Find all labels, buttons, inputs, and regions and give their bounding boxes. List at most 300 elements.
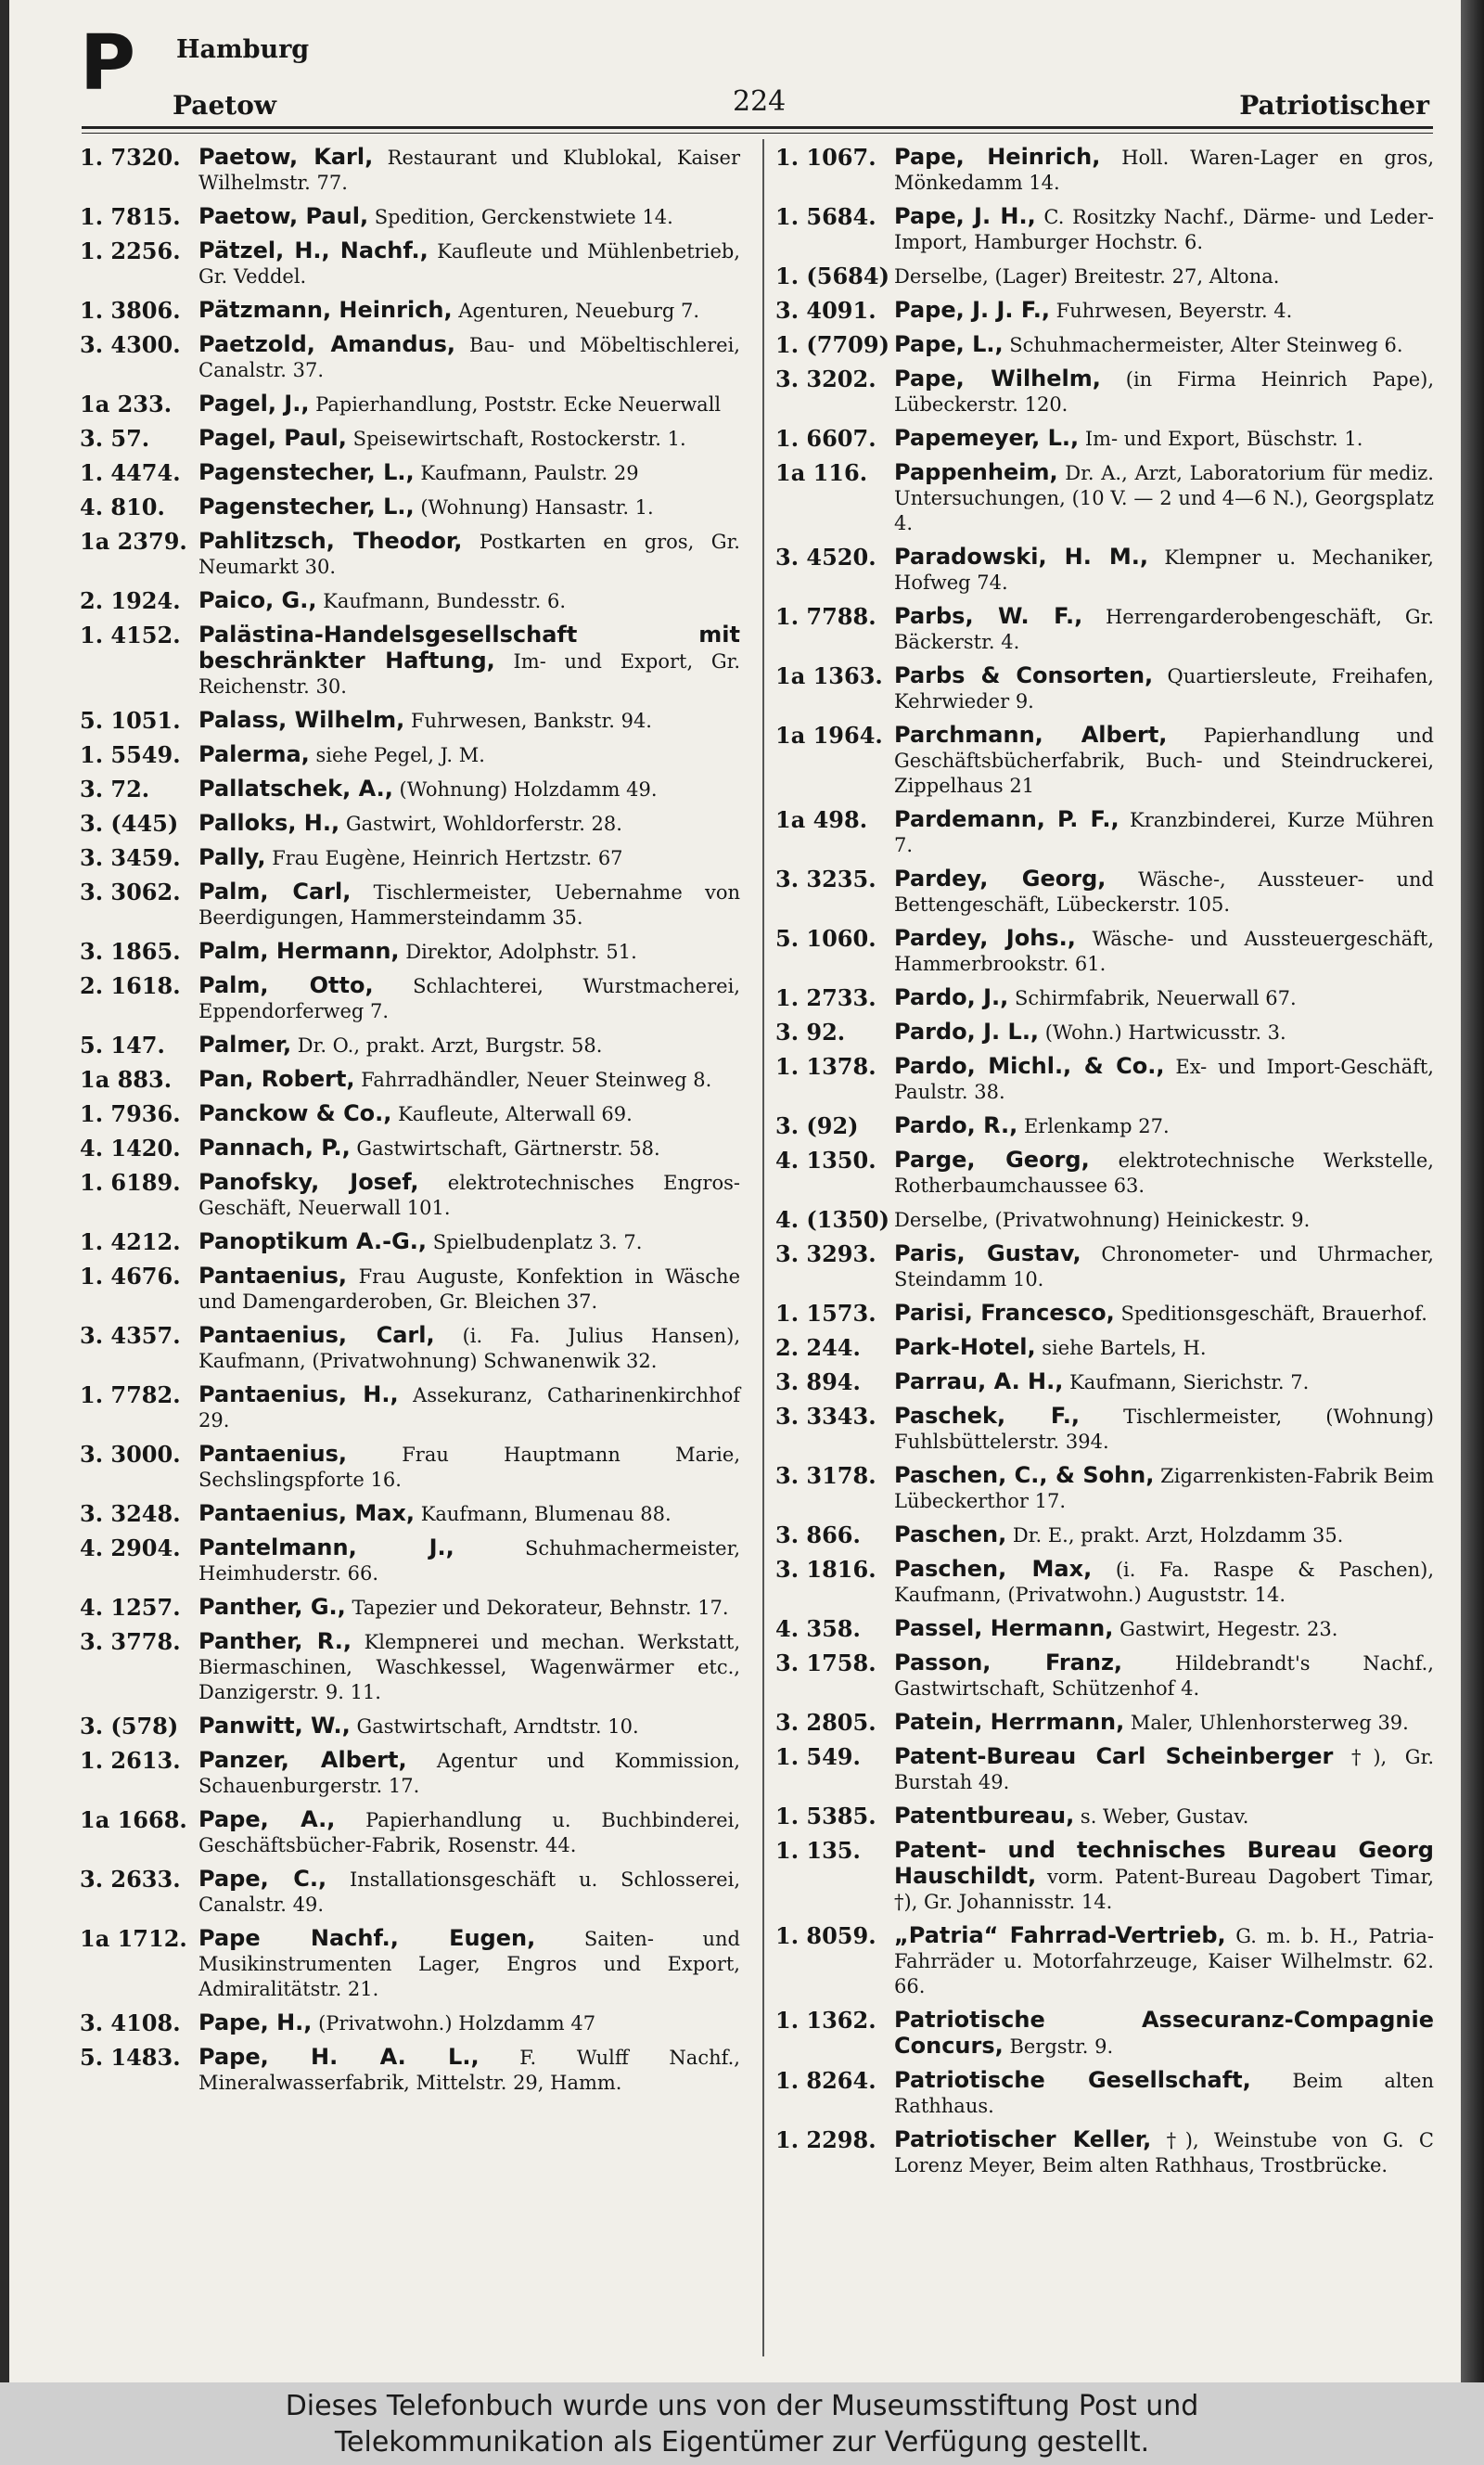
subscriber-name: Pardey, Georg, <box>894 866 1107 892</box>
entry-details: (i. Fa. Julius Hansen), Kaufmann, (Privatwohnung) Schwanenwik 32. <box>198 1325 740 1372</box>
subscriber-name: Paschen, C., & Sohn, <box>894 1462 1155 1488</box>
first-entry-word: Paetow <box>173 90 276 121</box>
phone-number: 3. 2805. <box>775 1709 876 1736</box>
entry-details: Derselbe, (Privatwohnung) Heinickestr. 9. <box>894 1209 1311 1231</box>
phone-number: 5. 1483. <box>80 2044 181 2071</box>
subscriber-name: Parchmann, Albert, <box>894 722 1168 748</box>
directory-entry <box>80 1323 740 1374</box>
directory-entry <box>80 1595 740 1621</box>
header-rule-thick <box>82 126 1433 129</box>
phone-number: 3. 3343. <box>775 1403 876 1430</box>
phone-number: 3. (92) <box>775 1112 859 1139</box>
subscriber-name: Paradowski, H. M., <box>894 544 1148 570</box>
subscriber-name: Pantaenius, <box>198 1441 347 1467</box>
subscriber-name: Palm, Hermann, <box>198 938 400 964</box>
directory-entry <box>80 1629 740 1705</box>
directory-entry <box>775 867 1434 918</box>
entry-details: Kaufmann, Blumenau 88. <box>420 1503 672 1525</box>
subscriber-name: Palass, Wilhelm, <box>198 707 405 733</box>
directory-entry <box>775 366 1434 417</box>
subscriber-name: Panther, R., <box>198 1628 352 1654</box>
phone-number: 1. 5385. <box>775 1803 876 1829</box>
subscriber-name: Parisi, Francesco, <box>894 1300 1115 1326</box>
phone-number: 1. 7788. <box>775 603 876 630</box>
subscriber-name: Parrau, A. H., <box>894 1368 1064 1394</box>
phone-number: 5. 147. <box>80 1032 165 1059</box>
phone-number: 1. 6607. <box>775 425 876 452</box>
phone-number: 3. (445) <box>80 810 179 837</box>
phone-number: 1a 2379. <box>80 528 187 555</box>
subscriber-name: Pagenstecher, L., <box>198 494 415 520</box>
entry-details: Hildebrandt's Nachf., Gastwirtschaft, Schützenhof 4. <box>894 1652 1434 1700</box>
page-number: 224 <box>733 85 787 118</box>
subscriber-name: Pantaenius, <box>198 1263 347 1289</box>
directory-entry <box>80 973 740 1024</box>
entry-details: Postkarten en gros, Gr. Neumarkt 30. <box>198 531 740 578</box>
directory-entry <box>775 545 1434 596</box>
column-divider <box>762 139 764 2356</box>
directory-entry <box>775 1923 1434 1999</box>
subscriber-name: Paico, G., <box>198 587 317 613</box>
directory-entry <box>80 1926 740 2002</box>
phone-number: 1. (7709) <box>775 331 889 358</box>
phone-number: 3. 3000. <box>80 1441 181 1468</box>
entry-details: Wäsche-, Aussteuer- und Bettengeschäft, Lübeckerstr. 105. <box>894 868 1434 916</box>
directory-entry <box>775 1804 1434 1829</box>
directory-entry <box>775 926 1434 977</box>
directory-entry <box>80 145 740 196</box>
directory-entry <box>775 1113 1434 1139</box>
directory-entry <box>80 1067 740 1093</box>
directory-entry <box>775 1020 1434 1046</box>
directory-entry <box>775 663 1434 714</box>
phone-number: 3. 3248. <box>80 1500 181 1527</box>
phone-number: 1. 1378. <box>775 1053 876 1080</box>
phone-number: 1. 2298. <box>775 2126 876 2153</box>
phone-number: 1a 1668. <box>80 1806 187 1833</box>
subscriber-name: Pantaenius, H., <box>198 1381 399 1407</box>
subscriber-name: „Patria“ Fahrrad-Vertrieb, <box>894 1922 1226 1948</box>
entry-details: F. Wulff Nachf., Mineralwasserfabrik, Mittelstr. 29, Hamm. <box>198 2047 740 2094</box>
subscriber-name: Parge, Georg, <box>894 1147 1090 1173</box>
phone-number: 3. 3178. <box>775 1462 876 1489</box>
entry-details: Fahrradhändler, Neuer Steinweg 8. <box>361 1069 712 1091</box>
subscriber-name: Pape, C., <box>198 1866 327 1892</box>
phone-number: 3. 4357. <box>80 1322 181 1349</box>
directory-entry <box>775 1744 1434 1795</box>
entry-details: G. m. b. H., Patria-Fahrräder u. Motorfahrzeuge, Kaiser Wilhelmstr. 62. 66. <box>894 1925 1434 1997</box>
phone-number: 3. 3062. <box>80 879 181 905</box>
entry-details: s. Weber, Gustav. <box>1080 1805 1249 1828</box>
subscriber-name: Parbs & Consorten, <box>894 662 1154 688</box>
directory-entry <box>80 1501 740 1527</box>
phone-number: 1. 135. <box>775 1837 861 1864</box>
subscriber-name: Pally, <box>198 844 266 870</box>
subscriber-name: Pätzel, H., Nachf., <box>198 238 429 263</box>
phone-number: 3. 3202. <box>775 366 876 392</box>
entry-details: Kaufleute, Alterwall 69. <box>398 1103 633 1125</box>
directory-entry <box>80 392 740 417</box>
entry-details: Klempnerei und mechan. Werkstatt, Biermaschinen, Waschkessel, Wagenwärmer etc., Danzigerstr. 9. 11. <box>198 1631 741 1703</box>
last-entry-word: Patriotischer <box>1239 90 1429 121</box>
subscriber-name: Pannach, P., <box>198 1135 351 1161</box>
entry-details: Dr. E., prakt. Arzt, Holzdamm 35. <box>1012 1524 1344 1547</box>
phone-number: 4. 2904. <box>80 1534 181 1561</box>
entry-details: Papierhandlung u. Buchbinderei, Geschäftsbücher-Fabrik, Rosenstr. 44. <box>198 1809 740 1856</box>
entry-details: vorm. Patent-Bureau Dagobert Timar, †), Gr. Johannisstr. 14. <box>894 1866 1434 1913</box>
entry-details: †), Gr. Burstah 49. <box>894 1746 1434 1793</box>
subscriber-name: Panoptikum A.-G., <box>198 1228 428 1254</box>
directory-entry <box>775 1054 1434 1105</box>
subscriber-name: Pan, Robert, <box>198 1066 355 1092</box>
entry-details: Gastwirtschaft, Gärtnerstr. 58. <box>356 1137 660 1160</box>
subscriber-name: Paschen, <box>894 1521 1007 1547</box>
subscriber-name: Palm, Otto, <box>198 972 374 998</box>
directory-entry <box>80 708 740 734</box>
phone-number: 3. 3778. <box>80 1628 181 1655</box>
directory-entry <box>775 723 1434 799</box>
directory-entry <box>80 1033 740 1059</box>
phone-number: 3. 3459. <box>80 844 181 871</box>
subscriber-name: Paschek, F., <box>894 1403 1080 1429</box>
phone-number: 4. 1257. <box>80 1594 181 1621</box>
entry-details: Frau Auguste, Konfektion in Wäsche und Damengarderoben, Gr. Bleichen 37. <box>198 1265 740 1313</box>
phone-number: 3. 2633. <box>80 1866 181 1893</box>
entry-details: Gastwirt, Hegestr. 23. <box>1119 1618 1338 1640</box>
directory-entry <box>775 1650 1434 1701</box>
phone-number: 4. 1350. <box>775 1147 876 1174</box>
subscriber-name: Pappenheim, <box>894 459 1058 485</box>
subscriber-name: Patein, Herrmann, <box>894 1709 1125 1735</box>
directory-entry <box>775 1207 1434 1233</box>
directory-entry <box>775 1710 1434 1736</box>
entry-details: Dr. A., Arzt, Laboratorium für mediz. Untersuchungen, (10 V. — 2 und 4—6 N.), Georgsplatz 4. <box>894 462 1434 534</box>
directory-entry <box>80 204 740 230</box>
header-rule-thin <box>82 133 1433 134</box>
entry-details: Assekuranz, Catharinenkirchhof 29. <box>198 1384 740 1431</box>
subscriber-name: Palm, Carl, <box>198 879 352 905</box>
directory-entry <box>775 332 1434 358</box>
entry-details: Maler, Uhlenhorsterweg 39. <box>1130 1712 1409 1734</box>
subscriber-name: Panther, G., <box>198 1594 346 1620</box>
directory-entry <box>775 263 1434 289</box>
footer-notice <box>0 2382 1484 2465</box>
directory-entry <box>775 460 1434 536</box>
entry-details: Quartiersleute, Freihafen, Kehrwieder 9. <box>894 665 1434 713</box>
entry-details: (Privatwohn.) Holzdamm 47 <box>318 2012 596 2035</box>
phone-number: 3. 894. <box>775 1368 861 1395</box>
subscriber-name: Paris, Gustav, <box>894 1240 1081 1266</box>
directory-entry <box>775 1335 1434 1361</box>
directory-entry <box>80 2010 740 2036</box>
entry-details: Restaurant und Klublokal, Kaiser Wilhelmstr. 77. <box>198 147 740 194</box>
subscriber-name: Pape, J. J. F., <box>894 297 1050 323</box>
subscriber-name: Panzer, Albert, <box>198 1747 407 1773</box>
subscriber-name: Pardo, J. L., <box>894 1019 1040 1045</box>
phone-number: 3. 866. <box>775 1521 861 1548</box>
entry-details: Kaufleute und Mühlenbetrieb, Gr. Veddel. <box>198 240 740 288</box>
directory-entry <box>80 332 740 383</box>
subscriber-name: Paschen, Max, <box>894 1556 1093 1582</box>
subscriber-name: Palloks, H., <box>198 810 340 836</box>
directory-entry <box>775 1838 1434 1915</box>
subscriber-name: Pape, H., <box>198 2009 313 2035</box>
subscriber-name: Pardo, R., <box>894 1112 1018 1138</box>
entry-details: Speditionsgeschäft, Brauerhof. <box>1120 1303 1427 1325</box>
entry-details: Derselbe, (Lager) Breitestr. 27, Altona. <box>894 265 1280 288</box>
entry-details: Direktor, Adolphstr. 51. <box>405 941 637 963</box>
footer-line-1: Dieses Telefonbuch wurde uns von der Museumsstiftung Post und <box>285 2390 1199 2422</box>
entry-details: (i. Fa. Raspe & Paschen), Kaufmann, (Privatwohn.) Auguststr. 14. <box>894 1559 1434 1606</box>
entry-details: Schuhmachermeister, Alter Steinweg 6. <box>1009 334 1403 356</box>
entry-details: Bergstr. 9. <box>1009 2035 1114 2058</box>
phone-number: 1. 2256. <box>80 238 181 264</box>
directory-entry <box>80 1807 740 1858</box>
phone-number: 1. 8059. <box>775 1922 876 1949</box>
subscriber-name: Pallatschek, A., <box>198 776 393 802</box>
phone-number: 1. (5684) <box>775 263 889 289</box>
directory-entry <box>80 1136 740 1162</box>
phone-number: 3. 4300. <box>80 331 181 358</box>
subscriber-name: Pantaenius, Carl, <box>198 1322 435 1348</box>
entry-details: Agentur und Kommission, Schauenburgerstr. 17. <box>198 1750 740 1797</box>
directory-entry <box>775 1148 1434 1199</box>
right-column <box>775 145 1434 2187</box>
directory-entry <box>80 494 740 520</box>
entry-details: (Wohn.) Hartwicusstr. 3. <box>1044 1021 1286 1044</box>
phone-number: 3. 1816. <box>775 1556 876 1583</box>
phone-number: 3. 1865. <box>80 938 181 965</box>
phone-number: 1. 4212. <box>80 1228 181 1255</box>
entry-details: †), Weinstube von G. C Lorenz Meyer, Beim alten Rathhaus, Trostbrücke. <box>894 2129 1434 2176</box>
subscriber-name: Papemeyer, L., <box>894 425 1080 451</box>
entry-details: Ex- und Import-Geschäft, Paulstr. 38. <box>894 1056 1434 1103</box>
phone-number: 1. 1573. <box>775 1300 876 1327</box>
directory-entry <box>775 985 1434 1011</box>
page-header <box>9 0 1461 139</box>
section-letter: P <box>80 19 136 108</box>
entry-details: Gastwirtschaft, Arndtstr. 10. <box>356 1715 639 1738</box>
phone-number: 1. 549. <box>775 1743 861 1770</box>
phone-number: 1a 233. <box>80 391 173 417</box>
phone-number: 1a 1964. <box>775 722 883 749</box>
entry-details: elektrotechnische Werkstelle, Rotherbaumchaussee 63. <box>894 1149 1434 1197</box>
directory-entry <box>80 460 740 486</box>
subscriber-name: Patriotische Assecuranz-Compagnie Concurs, <box>894 2007 1434 2059</box>
entry-details: (Wohnung) Hansastr. 1. <box>420 496 654 519</box>
entry-details: Kaufmann, Bundesstr. 6. <box>323 590 566 612</box>
phone-number: 4. (1350) <box>775 1206 889 1233</box>
subscriber-name: Pagel, Paul, <box>198 425 347 451</box>
directory-entry <box>80 238 740 289</box>
directory-entry <box>80 588 740 614</box>
directory-page <box>9 0 1461 2382</box>
subscriber-name: Pardo, Michl., & Co., <box>894 1053 1165 1079</box>
directory-entry <box>80 1229 740 1255</box>
directory-entry <box>80 1748 740 1799</box>
directory-entry <box>775 145 1434 196</box>
directory-entry <box>80 879 740 931</box>
subscriber-name: Passel, Hermann, <box>894 1615 1114 1641</box>
entry-details: Schlachterei, Wurstmacherei, Eppendorferweg 7. <box>198 975 740 1022</box>
phone-number: 1. 2733. <box>775 984 876 1011</box>
directory-entry <box>775 2068 1434 2119</box>
entry-details: Erlenkamp 27. <box>1023 1115 1170 1137</box>
entry-details: (in Firma Heinrich Pape), Lübeckerstr. 120. <box>894 368 1434 416</box>
phone-number: 1. 2613. <box>80 1747 181 1774</box>
directory-entry <box>775 2127 1434 2178</box>
entry-details: siehe Pegel, J. M. <box>315 744 485 766</box>
subscriber-name: Park-Hotel, <box>894 1334 1036 1360</box>
entry-details: elektrotechnisches Engros-Geschäft, Neuerwall 101. <box>198 1172 740 1219</box>
phone-number: 1a 498. <box>775 806 868 833</box>
subscriber-name: Pape, J. H., <box>894 203 1036 229</box>
phone-number: 1. 6189. <box>80 1169 181 1196</box>
entry-details: Papierhandlung und Geschäftsbücherfabrik, Buch- und Steindruckerei, Zippelhaus 21 <box>894 725 1434 797</box>
phone-number: 1. 1362. <box>775 2007 876 2034</box>
directory-entry <box>775 1404 1434 1455</box>
subscriber-name: Pätzmann, Heinrich, <box>198 297 453 323</box>
directory-entry <box>80 1101 740 1127</box>
page-edge-shadow <box>1461 0 1484 2382</box>
entry-details: Kranzbinderei, Kurze Mühren 7. <box>894 809 1434 856</box>
phone-number: 3. 1758. <box>775 1650 876 1676</box>
subscriber-name: Panckow & Co., <box>198 1100 392 1126</box>
entry-details: Spedition, Gerckenstwiete 14. <box>374 206 673 228</box>
phone-number: 3. 57. <box>80 425 150 452</box>
phone-number: 1. 7320. <box>80 144 181 171</box>
subscriber-name: Pardemann, P. F., <box>894 806 1119 832</box>
subscriber-name: Paetow, Karl, <box>198 144 374 170</box>
entry-details: Tischlermeister, Uebernahme von Beerdigungen, Hammersteindamm 35. <box>198 881 740 929</box>
phone-number: 1. 7782. <box>80 1381 181 1408</box>
entry-details: Installationsgeschäft u. Schlosserei, Canalstr. 49. <box>198 1868 740 1916</box>
entry-details: Fuhrwesen, Bankstr. 94. <box>410 710 652 732</box>
phone-number: 3. 92. <box>775 1019 846 1046</box>
phone-number: 1. 5549. <box>80 741 181 768</box>
entry-details: Wäsche- und Aussteuergeschäft, Hammerbrookstr. 61. <box>894 928 1434 975</box>
directory-entry <box>775 1522 1434 1548</box>
entry-details: Kaufmann, Paulstr. 29 <box>420 462 639 484</box>
phone-number: 1. 4676. <box>80 1263 181 1290</box>
phone-number: 1. 4152. <box>80 622 181 648</box>
directory-entry <box>80 623 740 700</box>
phone-number: 1a 1712. <box>80 1925 187 1952</box>
directory-entry <box>775 426 1434 452</box>
subscriber-name: Pagenstecher, L., <box>198 459 415 485</box>
entry-details: Klempner u. Mechaniker, Hofweg 74. <box>894 546 1434 594</box>
directory-entry <box>80 845 740 871</box>
directory-entry <box>775 604 1434 655</box>
phone-number: 3. 3293. <box>775 1240 876 1267</box>
entry-details: Herrengarderobengeschäft, Gr. Bäckerstr. 4. <box>894 606 1434 653</box>
directory-entry <box>775 1301 1434 1327</box>
phone-number: 3. 4520. <box>775 544 876 571</box>
phone-number: 1. 7815. <box>80 203 181 230</box>
subscriber-name: Passon, Franz, <box>894 1650 1123 1675</box>
entry-details: Schuhmachermeister, Heimhuderstr. 66. <box>198 1537 740 1585</box>
phone-number: 3. 4091. <box>775 297 876 324</box>
phone-number: 2. 1618. <box>80 972 181 999</box>
phone-number: 2. 244. <box>775 1334 861 1361</box>
entry-details: Beim alten Rathhaus. <box>894 2070 1434 2117</box>
entry-details: Tapezier und Dekorateur, Behnstr. 17. <box>352 1597 729 1619</box>
subscriber-name: Pardo, J., <box>894 984 1009 1010</box>
left-column <box>80 145 740 2104</box>
phone-number: 3. 3235. <box>775 866 876 892</box>
phone-number: 1a 1363. <box>775 662 883 689</box>
entry-details: Saiten- und Musikinstrumenten Lager, Engros und Export, Admiralitätstr. 21. <box>198 1928 740 2000</box>
directory-entry <box>775 204 1434 255</box>
directory-entry <box>80 426 740 452</box>
entry-details: Kaufmann, Sierichstr. 7. <box>1069 1371 1310 1393</box>
directory-entry <box>775 807 1434 858</box>
city-name: Hamburg <box>176 35 310 64</box>
subscriber-name: Patriotische Gesellschaft, <box>894 2067 1251 2093</box>
directory-entry <box>775 1616 1434 1642</box>
phone-number: 1. 3806. <box>80 297 181 324</box>
directory-entry <box>775 1241 1434 1292</box>
phone-number: 3. 4108. <box>80 2009 181 2036</box>
subscriber-name: Palästina-Handelsgesellschaft mit beschränkter Haftung, <box>198 622 740 674</box>
entry-details: Papierhandlung, Poststr. Ecke Neuerwall <box>315 393 722 416</box>
entry-details: Zigarrenkisten-Fabrik Beim Lübeckerthor 17. <box>894 1465 1434 1512</box>
subscriber-name: Pape, Wilhelm, <box>894 366 1101 392</box>
entry-details: Dr. O., prakt. Arzt, Burgstr. 58. <box>297 1034 603 1057</box>
subscriber-name: Pagel, J., <box>198 391 310 417</box>
phone-number: 4. 1420. <box>80 1135 181 1162</box>
footer-line-2: Telekommunikation als Eigentümer zur Verfügung gestellt. <box>334 2426 1150 2459</box>
subscriber-name: Pape Nachf., Eugen, <box>198 1925 536 1951</box>
subscriber-name: Paetzold, Amandus, <box>198 331 456 357</box>
subscriber-name: Pape, Heinrich, <box>894 144 1101 170</box>
directory-entry <box>80 742 740 768</box>
entry-details: Im- und Export, Gr. Reichenstr. 30. <box>198 650 741 698</box>
subscriber-name: Pantaenius, Max, <box>198 1500 416 1526</box>
directory-entry <box>80 1867 740 1918</box>
phone-number: 1a 883. <box>80 1066 173 1093</box>
subscriber-name: Pahlitzsch, Theodor, <box>198 528 463 554</box>
directory-entry <box>80 298 740 324</box>
entry-details: Chronometer- und Uhrmacher, Steindamm 10. <box>894 1243 1434 1290</box>
entry-details: Bau- und Möbeltischlerei, Canalstr. 37. <box>198 334 740 381</box>
phone-number: 3. 72. <box>80 776 150 802</box>
subscriber-name: Panwitt, W., <box>198 1713 351 1739</box>
entry-details: Gastwirt, Wohldorferstr. 28. <box>345 813 622 835</box>
directory-entry <box>80 1714 740 1740</box>
directory-entry <box>80 811 740 837</box>
phone-number: 1. 1067. <box>775 144 876 171</box>
phone-number: 1. 5684. <box>775 203 876 230</box>
subscriber-name: Pape, H. A. L., <box>198 2044 480 2070</box>
directory-entry <box>80 1382 740 1433</box>
directory-entry <box>80 1264 740 1315</box>
phone-number: 4. 810. <box>80 494 165 520</box>
directory-entry <box>775 2008 1434 2060</box>
subscriber-name: Pardey, Johs., <box>894 925 1076 951</box>
directory-entry <box>80 777 740 802</box>
directory-entry <box>775 1557 1434 1608</box>
directory-entry <box>80 1535 740 1586</box>
entry-details: Fuhrwesen, Beyerstr. 4. <box>1055 300 1293 322</box>
entry-details: Im- und Export, Büschstr. 1. <box>1084 428 1363 450</box>
phone-number: 4. 358. <box>775 1615 861 1642</box>
subscriber-name: Patentbureau, <box>894 1803 1075 1829</box>
phone-number: 1a 116. <box>775 459 868 486</box>
entry-details: Schirmfabrik, Neuerwall 67. <box>1014 987 1297 1009</box>
subscriber-name: Palerma, <box>198 741 310 767</box>
phone-number: 1. 8264. <box>775 2067 876 2094</box>
